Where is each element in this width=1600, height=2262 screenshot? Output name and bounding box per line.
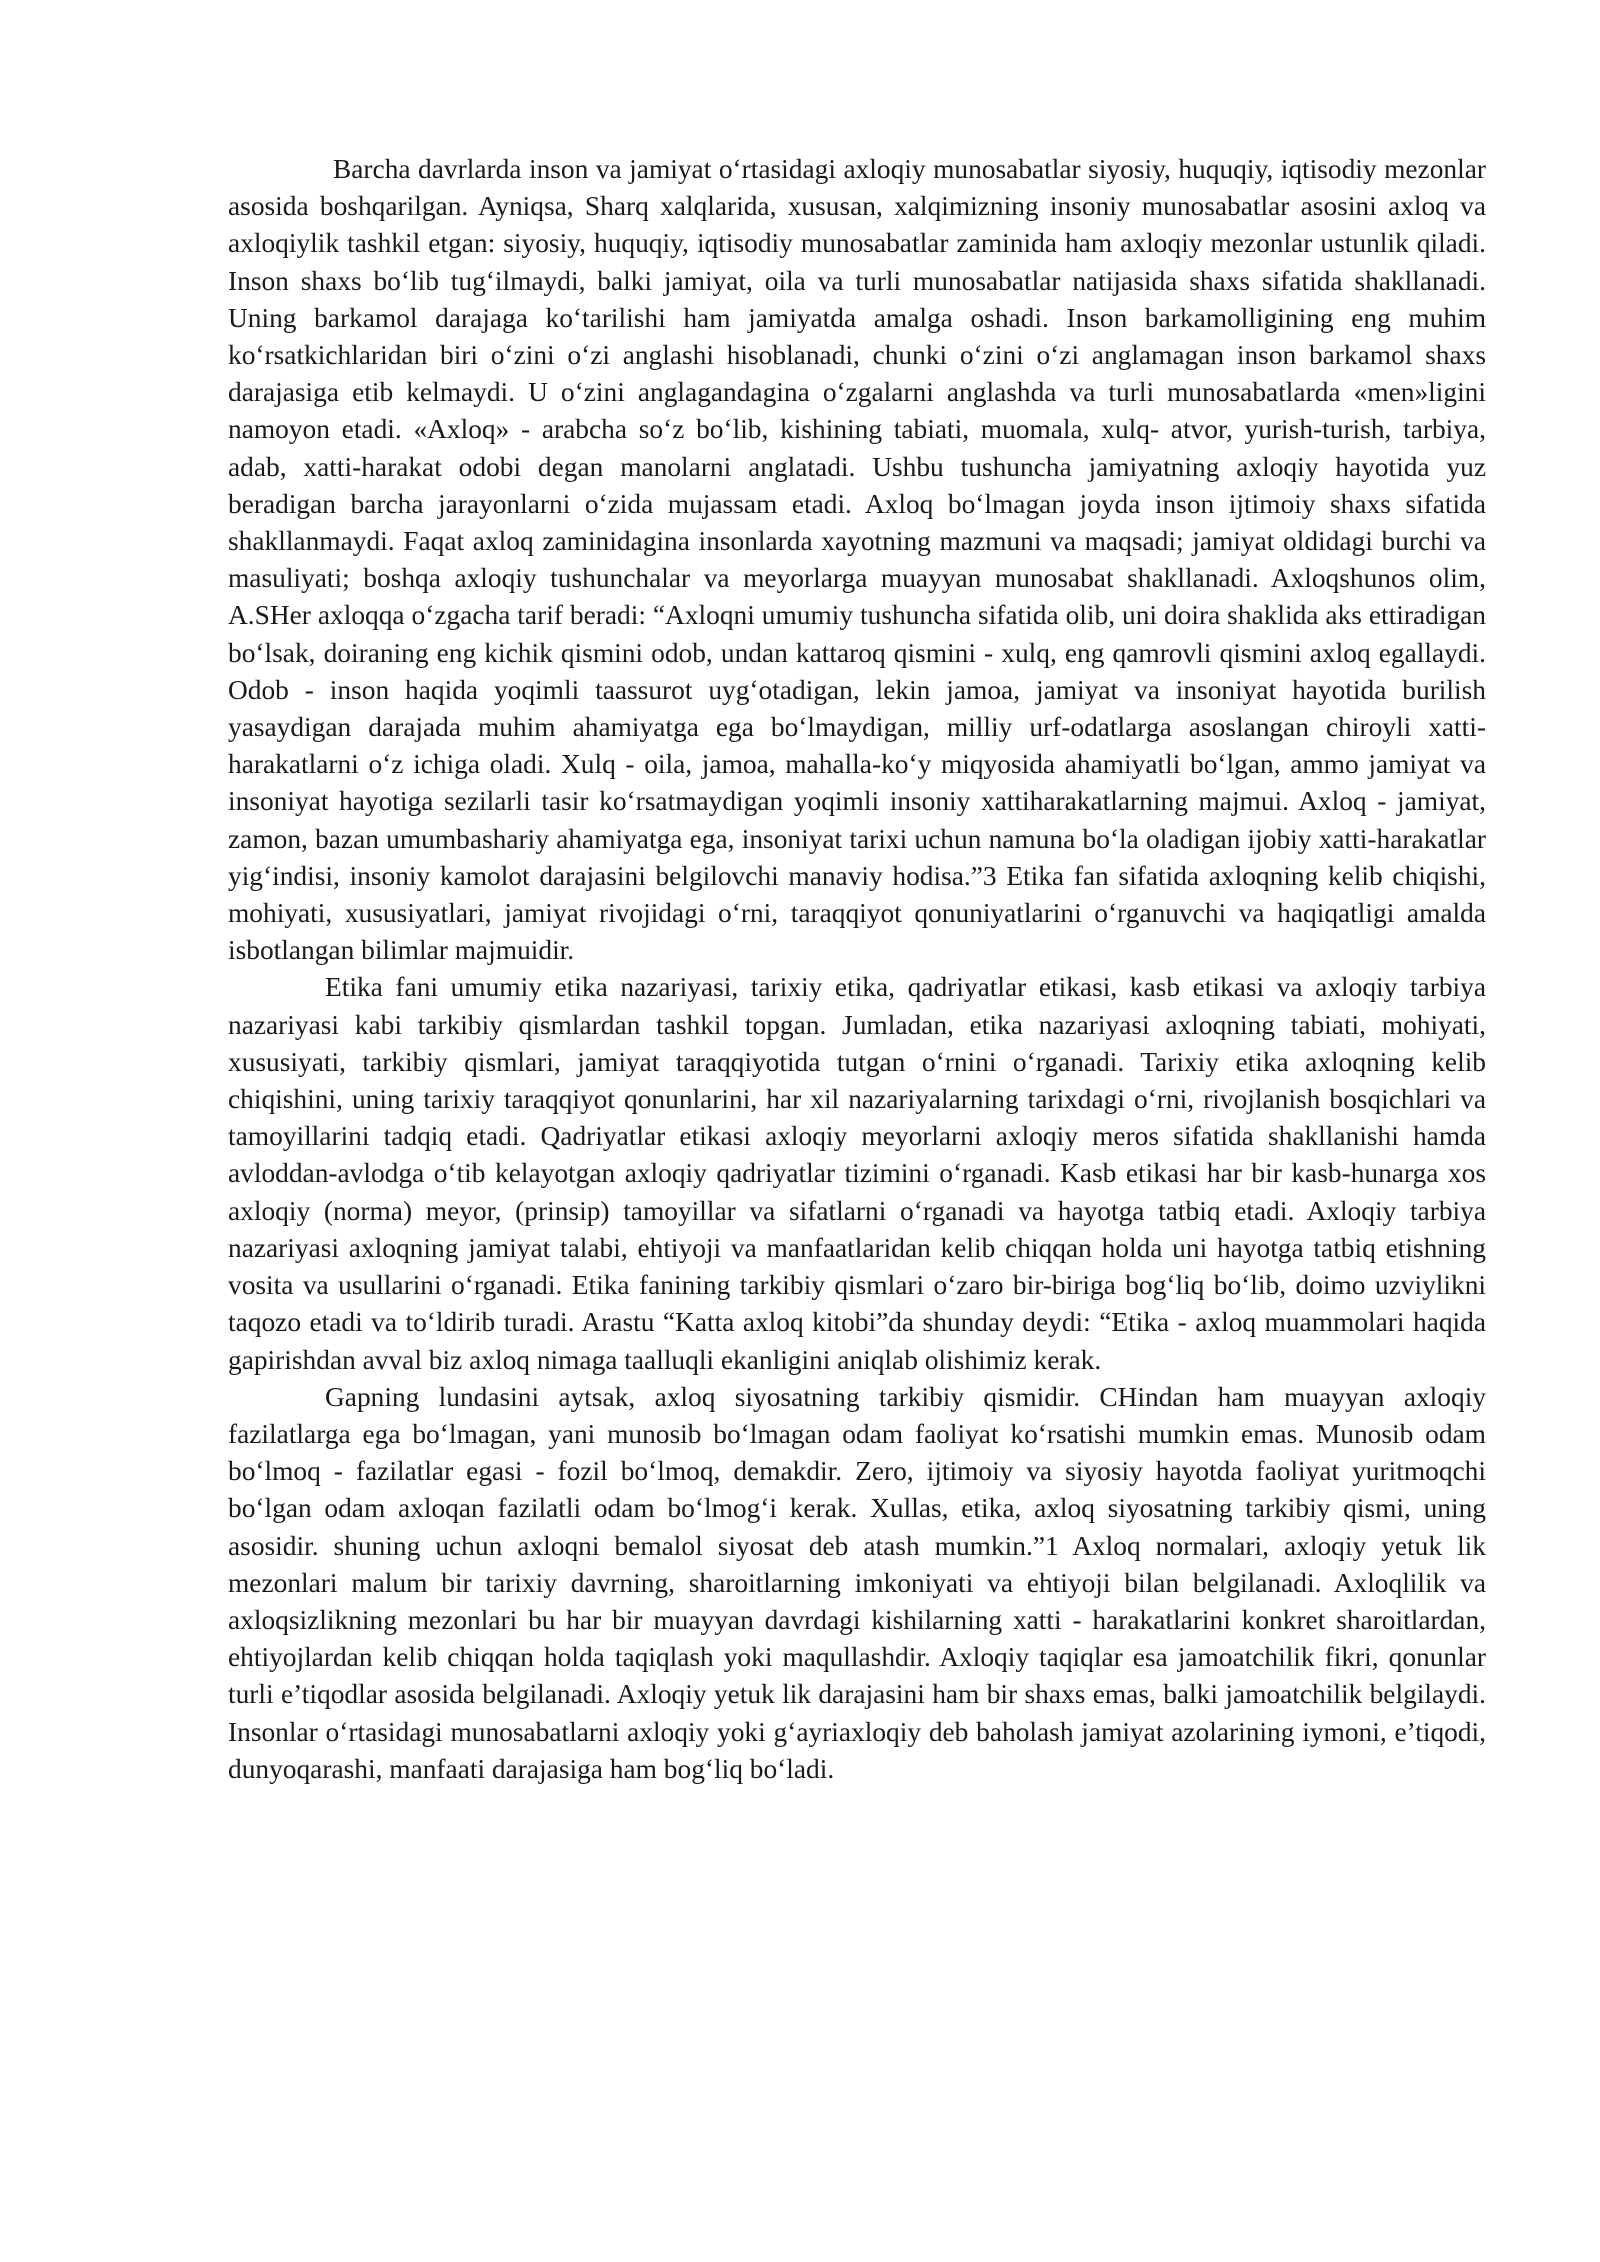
paragraph-1: Barcha davrlarda inson va jamiyat o‘rtasidagi axloqiy munosabatlar siyosiy, huquqiy, iqtisodiy mezonlar asosida boshqarilgan. Ayniqsa, Sharq xalqlarida, xususan, xalqimizning insoniy munosabatlar asosini axloq va axloqiylik tashkil etgan: siyosiy, huquqiy, iqtisodiy munosabatlar zaminida ham axloqiy mezonlar ustunlik qiladi. Inson shaxs bo‘lib tug‘ilmaydi, balki jamiyat, oila va turli munosabatlar natijasida shaxs sifatida shakllanadi. Uning barkamol darajaga ko‘tarilishi ham jamiyatda amalga oshadi. Inson barkamolligining eng muhim ko‘rsatkichlaridan biri o‘zini o‘zi anglashi hisoblanadi, chunki o‘zini o‘zi anglamagan inson barkamol shaxs darajasiga etib kelmaydi. U o‘zini anglagandagina o‘zgalarni anglashda va turli munosabatlarda «men»ligini namoyon etadi. «Axloq» - arabcha so‘z bo‘lib, kishining tabiati, muomala, xulq- atvor, yurish-turish, tarbiya, adab, xatti-harakat odobi degan manolarni anglatadi. Ushbu tushuncha jamiyatning axloqiy hayotida yuz beradigan barcha jarayonlarni o‘zida mujassam etadi. Axloq bo‘lmagan joyda inson ijtimoiy shaxs sifatida shakllanmaydi. Faqat axloq zaminidagina insonlarda xayotning mazmuni va maqsadi; jamiyat oldidagi burchi va masuliyati; boshqa axloqiy tushunchalar va meyorlarga muayyan munosabat shakllanadi. Axloqshunos olim, A.SHer axloqqa o‘zgacha tarif beradi: “Axloqni umumiy tushuncha sifatida olib, uni doira shaklida aks ettiradigan bo‘lsak, doiraning eng kichik qismini odob, undan kattaroq qismini - xulq, eng qamrovli qismini axloq egallaydi. Odob - inson haqida yoqimli taassurot uyg‘otadigan, lekin jamoa, jamiyat va insoniyat hayotida burilish yasaydigan darajada muhim ahamiyatga ega bo‘lmaydigan, milliy urf-odatlarga asoslangan chiroyli xatti-harakatlarni o‘z ichiga oladi. Xulq - oila, jamoa, mahalla-ko‘y miqyosida ahamiyatli bo‘lgan, ammo jamiyat va insoniyat hayotiga sezilarli tasir ko‘rsatmaydigan yoqimli insoniy xattiharakatlarning majmui. Axloq - jamiyat, zamon, bazan umumbashariy ahamiyatga ega, insoniyat tarixi uchun namuna bo‘la oladigan ijobiy xatti-harakatlar yig‘indisi, insoniy kamolot darajasini belgilovchi manaviy hodisa.”3 Etika fan sifatida axloqning kelib chiqishi, mohiyati, xususiyatlari, jamiyat rivojidagi o‘rni, taraqqiyot qonuniyatlarini o‘rganuvchi va haqiqatligi amalda isbotlangan bilimlar majmuidir. <box>228 154 1486 966</box>
paragraph-3: Gapning lundasini aytsak, axloq siyosatning tarkibiy qismidir. CHindan ham muayyan axloqiy fazilatlarga ega bo‘lmagan, yani munosib bo‘lmagan odam faoliyat ko‘rsatishi mumkin emas. Munosib odam bo‘lmoq - fazilatlar egasi - fozil bo‘lmoq, demakdir. Zero, ijtimoiy va siyosiy hayotda faoliyat yuritmoqchi bo‘lgan odam axloqan fazilatli odam bo‘lmog‘i kerak. Xullas, etika, axloq siyosatning tarkibiy qismi, uning asosidir. shuning uchun axloqni bemalol siyosat deb atash mumkin.”1 Axloq normalari, axloqiy yetuk lik mezonlari malum bir tarixiy davrning, sharoitlarning imkoniyati va ehtiyoji bilan belgilanadi. Axloqlilik va axloqsizlikning mezonlari bu har bir muayyan davrdagi kishilarning xatti - harakatlarini konkret sharoitlardan, ehtiyojlardan kelib chiqqan holda taqiqlash yoki maqullashdir. Axloqiy taqiqlar esa jamoatchilik fikri, qonunlar turli e’tiqodlar asosida belgilanadi. Axloqiy yetuk lik darajasini ham bir shaxs emas, balki jamoatchilik belgilaydi. Insonlar o‘rtasidagi munosabatlarni axloqiy yoki g‘ayriaxloqiy deb baholash jamiyat azolarining iymoni, e’tiqodi, dunyoqarashi, manfaati darajasiga ham bog‘liq bo‘ladi. <box>228 1381 1486 1784</box>
paragraph-2: Etika fani umumiy etika nazariyasi, tarixiy etika, qadriyatlar etikasi, kasb etikasi va axloqiy tarbiya nazariyasi kabi tarkibiy qismlardan tashkil topgan. Jumladan, etika nazariyasi axloqning tabiati, mohiyati, xususiyati, tarkibiy qismlari, jamiyat taraqqiyotida tutgan o‘rnini o‘rganadi. Tarixiy etika axloqning kelib chiqishini, uning tarixiy taraqqiyot qonunlarini, har xil nazariyalarning tarixdagi o‘rni, rivojlanish bosqichlari va tamoyillarini tadqiq etadi. Qadriyatlar etikasi axloqiy meyorlarni axloqiy meros sifatida shakllanishi hamda avloddan-avlodga o‘tib kelayotgan axloqiy qadriyatlar tizimini o‘rganadi. Kasb etikasi har bir kasb-hunarga xos axloqiy (norma) meyor, (prinsip) tamoyillar va sifatlarni o‘rganadi va hayotga tatbiq etadi. Axloqiy tarbiya nazariyasi axloqning jamiyat talabi, ehtiyoji va manfaatlaridan kelib chiqqan holda uni hayotga tatbiq etishning vosita va usullarini o‘rganadi. Etika fanining tarkibiy qismlari o‘zaro bir-biriga bog‘liq bo‘lib, doimo uzviylikni taqozo etadi va to‘ldirib turadi. Arastu “Katta axloq kitobi”da shunday deydi: “Etika - axloq muammolari haqida gapirishdan avval biz axloq nimaga taalluqli ekanligini aniqlab olishimiz kerak. <box>228 972 1486 1375</box>
document-page <box>228 151 1486 1788</box>
